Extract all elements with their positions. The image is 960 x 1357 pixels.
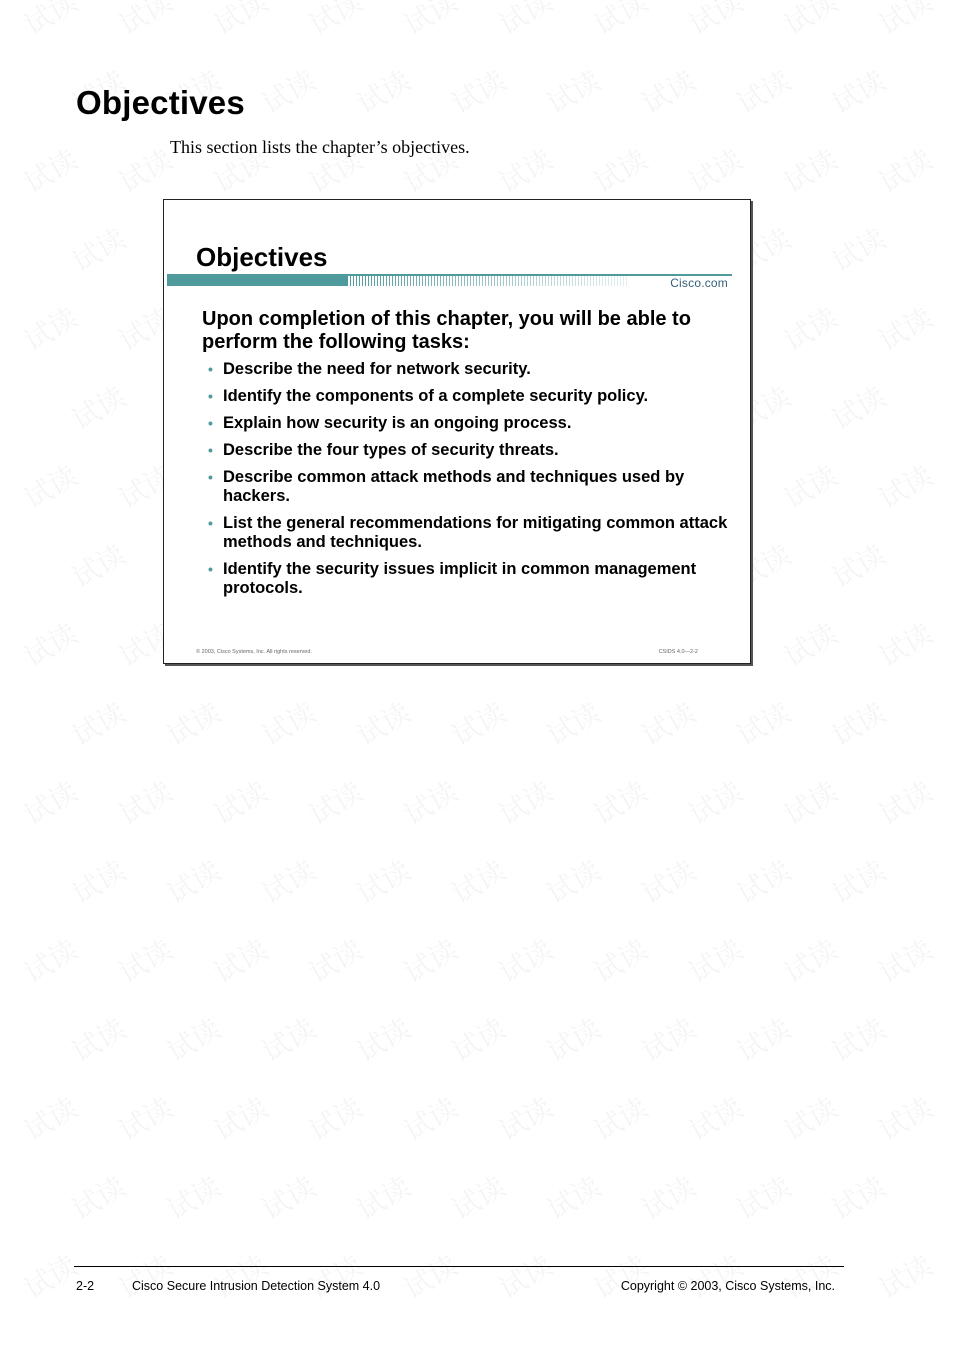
- watermark-text: [824, 60, 893, 123]
- watermark-text: [206, 771, 275, 834]
- watermark-text: [681, 929, 750, 992]
- watermark-text: [206, 1087, 275, 1150]
- watermark-text: [634, 692, 703, 755]
- watermark-text: [349, 850, 418, 913]
- bullet-icon: •: [208, 469, 213, 485]
- watermark-text: [64, 1166, 133, 1229]
- watermark-text: [871, 139, 940, 202]
- watermark-text: [159, 1008, 228, 1071]
- objective-item: [208, 360, 728, 379]
- watermark-text: [871, 771, 940, 834]
- watermark-text: [111, 1245, 180, 1308]
- watermark-text: [871, 929, 940, 992]
- watermark-text: [681, 1087, 750, 1150]
- watermark-text: [871, 1245, 940, 1308]
- watermark-text: [871, 613, 940, 676]
- watermark-text: [634, 1166, 703, 1229]
- objective-item: [208, 414, 728, 433]
- watermark-text: [396, 771, 465, 834]
- watermark-text: [16, 297, 85, 360]
- watermark-text: [729, 850, 798, 913]
- watermark-text: [729, 1166, 798, 1229]
- watermark-text: [729, 60, 798, 123]
- watermark-text: [681, 771, 750, 834]
- watermark-text: [776, 613, 845, 676]
- slide-copyright: © 2003, Cisco Systems, Inc. All rights reserved.: [196, 649, 312, 655]
- slide-title: Objectives: [196, 242, 328, 272]
- watermark-text: [776, 455, 845, 518]
- title-band: [167, 273, 732, 287]
- watermark-text: [634, 850, 703, 913]
- watermark-text: [491, 1087, 560, 1150]
- watermark-text: [159, 1166, 228, 1229]
- bullet-icon: •: [208, 415, 213, 431]
- bullet-icon: •: [208, 388, 213, 404]
- watermark-text: [491, 139, 560, 202]
- band-solid: [167, 274, 347, 286]
- watermark-text: [776, 0, 845, 43]
- watermark-text: [681, 139, 750, 202]
- objective-text: Describe the need for network security.: [223, 360, 531, 378]
- watermark-text: [539, 850, 608, 913]
- watermark-text: [111, 0, 180, 43]
- watermark-text: [396, 0, 465, 43]
- watermark-text: [396, 1245, 465, 1308]
- watermark-text: [16, 929, 85, 992]
- watermark-text: [729, 692, 798, 755]
- watermark-text: [254, 692, 323, 755]
- watermark-text: [729, 1008, 798, 1071]
- watermark-text: [396, 1087, 465, 1150]
- watermark-text: [16, 0, 85, 43]
- watermark-text: [634, 1008, 703, 1071]
- objective-text: Describe the four types of security threats.: [223, 441, 559, 459]
- footer-page-number: 2-2: [76, 1279, 95, 1293]
- watermark-text: [111, 929, 180, 992]
- slide: [163, 199, 751, 664]
- watermark-text: [16, 771, 85, 834]
- watermark-text: [254, 60, 323, 123]
- watermark-text: [824, 376, 893, 439]
- bullet-icon: •: [208, 361, 213, 377]
- objective-text: Identify the components of a complete security policy.: [223, 387, 649, 405]
- watermark-text: [491, 929, 560, 992]
- objectives-list: [208, 360, 728, 606]
- watermark-text: [776, 1245, 845, 1308]
- watermark-text: [824, 692, 893, 755]
- slide-lead: Upon completion of this chapter, you will be able to perform the following tasks:: [202, 308, 691, 353]
- watermark-text: [64, 1008, 133, 1071]
- objective-text: Identify the security issues implicit in common management protocols.: [223, 560, 697, 597]
- watermark-text: [491, 0, 560, 43]
- watermark-text: [159, 850, 228, 913]
- watermark-text: [681, 1245, 750, 1308]
- watermark-text: [64, 376, 133, 439]
- bullet-icon: •: [208, 515, 213, 531]
- objective-item: [208, 468, 728, 506]
- watermark-text: [111, 139, 180, 202]
- watermark-text: [586, 0, 655, 43]
- slide-code: CSIDS 4.0—2-2: [658, 649, 698, 655]
- objective-item: [208, 387, 728, 406]
- page-heading: Objectives: [76, 84, 245, 121]
- watermark-text: [111, 1087, 180, 1150]
- watermark-text: [539, 1166, 608, 1229]
- watermark-text: [824, 218, 893, 281]
- watermark-text: [824, 1166, 893, 1229]
- watermark-text: [824, 850, 893, 913]
- objective-text: Describe common attack methods and techniques used by hackers.: [223, 468, 685, 505]
- watermark-text: [444, 1008, 513, 1071]
- watermark-text: [64, 534, 133, 597]
- objective-item: [208, 441, 728, 460]
- footer-book-title: Cisco Secure Intrusion Detection System 4.0: [132, 1279, 381, 1293]
- bullet-icon: •: [208, 442, 213, 458]
- watermark-text: [206, 929, 275, 992]
- watermark-text: [776, 297, 845, 360]
- watermark-text: [634, 60, 703, 123]
- watermark-text: [491, 1245, 560, 1308]
- footer-rule: [74, 1266, 844, 1267]
- watermark-text: [444, 692, 513, 755]
- watermark-text: [206, 1245, 275, 1308]
- watermark-text: [539, 1008, 608, 1071]
- bullet-icon: •: [208, 561, 213, 577]
- watermark-text: [301, 1087, 370, 1150]
- watermark-text: [254, 1166, 323, 1229]
- objective-item: [208, 514, 728, 552]
- watermark-text: [586, 139, 655, 202]
- watermark-text: [444, 850, 513, 913]
- watermark-text: [776, 139, 845, 202]
- watermark-text: [111, 771, 180, 834]
- watermark-text: [159, 692, 228, 755]
- watermark-text: [64, 692, 133, 755]
- watermark-text: [16, 1245, 85, 1308]
- watermark-text: [586, 771, 655, 834]
- watermark-text: [586, 1087, 655, 1150]
- watermark-text: [254, 1008, 323, 1071]
- watermark-text: [349, 1008, 418, 1071]
- watermark-text: [16, 455, 85, 518]
- watermark-text: [16, 139, 85, 202]
- watermark-text: [586, 929, 655, 992]
- watermark-text: [444, 1166, 513, 1229]
- watermark-text: [824, 1008, 893, 1071]
- watermark-text: [349, 1166, 418, 1229]
- watermark-text: [871, 1087, 940, 1150]
- watermark-text: [301, 1245, 370, 1308]
- footer-copyright: Copyright © 2003, Cisco Systems, Inc.: [620, 1279, 835, 1293]
- watermark-text: [301, 0, 370, 43]
- watermark-text: [64, 218, 133, 281]
- watermark-text: [824, 534, 893, 597]
- watermark-text: [539, 60, 608, 123]
- cisco-com-link[interactable]: Cisco.com: [670, 276, 728, 290]
- watermark-text: [776, 771, 845, 834]
- watermark-text: [681, 0, 750, 43]
- objective-text: List the general recommendations for mitigating common attack methods and techniques.: [223, 514, 728, 551]
- watermark-text: [871, 0, 940, 43]
- watermark-text: [871, 455, 940, 518]
- watermark-text: [539, 692, 608, 755]
- watermark-text: [206, 0, 275, 43]
- watermark-text: [396, 929, 465, 992]
- watermark-text: [586, 1245, 655, 1308]
- watermark-text: [349, 60, 418, 123]
- watermark-text: [776, 1087, 845, 1150]
- watermark-text: [254, 850, 323, 913]
- watermark-text: [491, 771, 560, 834]
- watermark-text: [871, 297, 940, 360]
- intro-text: This section lists the chapter’s objectives.: [170, 137, 470, 157]
- watermark-text: [776, 929, 845, 992]
- objective-item: [208, 560, 728, 598]
- watermark-text: [16, 613, 85, 676]
- watermark-text: [301, 771, 370, 834]
- watermark-text: [444, 60, 513, 123]
- objective-text: Explain how security is an ongoing process.: [223, 414, 572, 432]
- watermark-text: [349, 692, 418, 755]
- watermark-text: [64, 850, 133, 913]
- watermark-text: [16, 1087, 85, 1150]
- watermark-text: [301, 929, 370, 992]
